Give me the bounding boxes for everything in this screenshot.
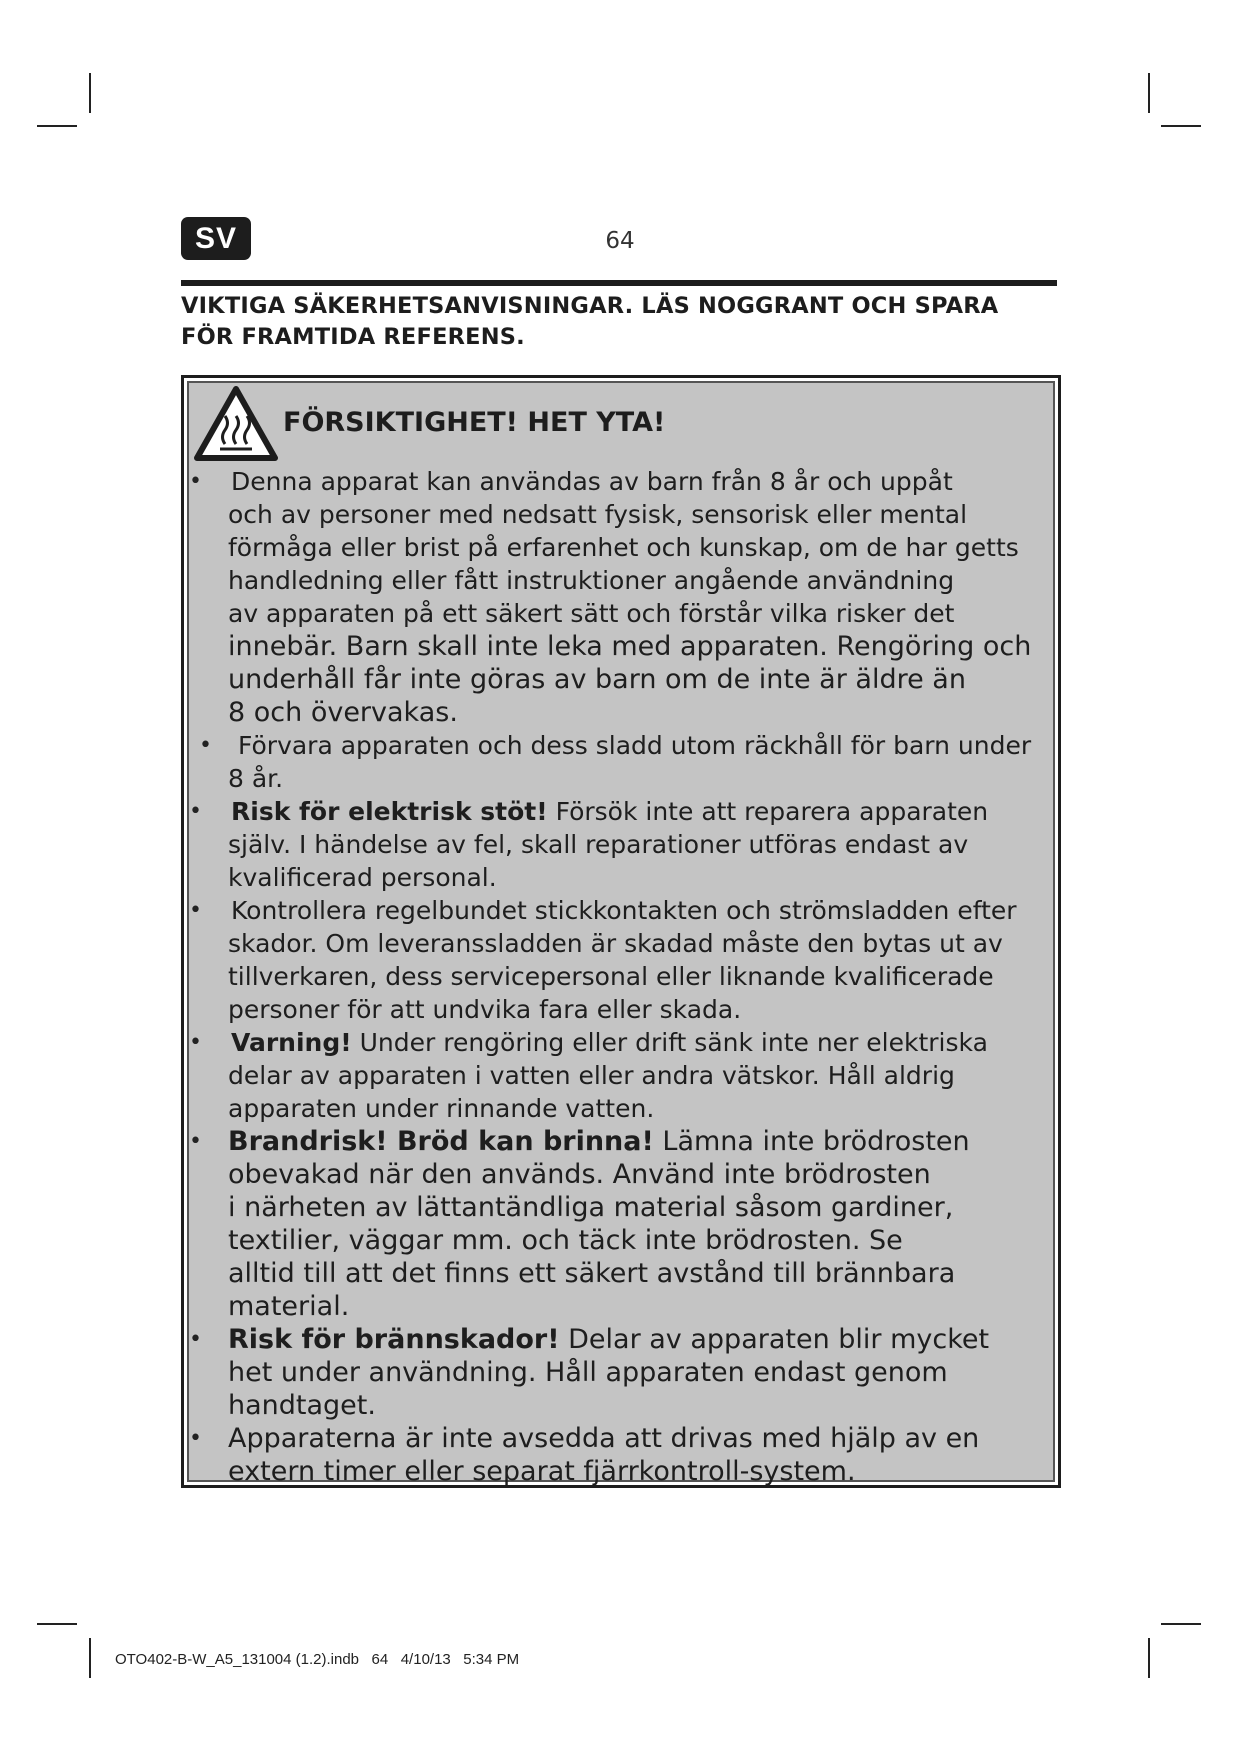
caution-item-text: Denna apparat kan användas av barn från 8 år och uppåt och av personer med nedsatt fysisk, sensorisk eller mental förmåga eller brist på erfarenhet och kunskap, om de har getts handledning eller fått instruktioner angående användning av apparaten på ett säkert sätt och förstår vilka risker det innebär. Barn skall inte leka med apparaten. Rengöring och underhåll får inte göras av barn om de inte är äldre än 8 och övervakas. — [228, 467, 1032, 728]
bullet: • — [189, 898, 202, 923]
caution-box-inner — [187, 381, 1055, 1487]
bullet: • — [189, 799, 202, 824]
hot-surface-warning-icon — [194, 386, 278, 462]
crop-mark-top-left-vertical — [89, 73, 91, 113]
safety-heading-line-1: VIKTIGA SÄKERHETSANVISNINGAR. LÄS NOGGRANT OCH SPARA — [181, 293, 999, 319]
crop-mark-top-left-horizontal — [37, 125, 77, 127]
caution-item-text: Förvara apparaten och dess sladd utom räckhåll för barn under 8 år. — [228, 731, 1032, 793]
caution-item-text: Kontrollera regelbundet stickkontakten och strömsladden efter skador. Om leveranssladden är skadad måste den bytas ut av tillverkaren, dess servicepersonal eller liknande kvalificerade personer för att undvika fara eller skada. — [228, 896, 1017, 1024]
page-number: 64 — [605, 228, 635, 254]
crop-mark-bottom-left-horizontal — [37, 1623, 77, 1625]
header-rule — [181, 280, 1057, 286]
language-badge: SV — [181, 217, 251, 260]
crop-mark-bottom-left-vertical — [89, 1638, 91, 1678]
caution-item-lead: Brandrisk! Bröd kan brinna! — [228, 1126, 654, 1157]
bullet: • — [189, 1129, 202, 1154]
bullet: • — [189, 1030, 202, 1055]
bullet: • — [189, 1327, 202, 1352]
caution-item-text: Risk för elektrisk stöt! Försök inte att reparera apparaten själv. I händelse av fel, skall reparationer utföras endast av kvalificerad personal. — [228, 797, 989, 892]
caution-item-text: Varning! Under rengöring eller drift sänk inte ner elektriska delar av apparaten i vatten eller andra vätskor. Håll aldrig apparaten under rinnande vatten. — [228, 1028, 988, 1123]
safety-heading-line-2: FÖR FRAMTIDA REFERENS. — [181, 324, 525, 350]
caution-box — [181, 375, 1061, 1488]
caution-item-lead: Varning! — [231, 1028, 352, 1057]
crop-mark-bottom-right-horizontal — [1161, 1623, 1201, 1625]
caution-item-lead: Risk för elektrisk stöt! — [231, 797, 548, 826]
crop-mark-top-right-horizontal — [1161, 125, 1201, 127]
crop-mark-top-right-vertical — [1148, 73, 1150, 113]
crop-mark-bottom-right-vertical — [1148, 1638, 1150, 1678]
caution-item-text: Apparaterna är inte avsedda att drivas med hjälp av en extern timer eller separat fjärrkontroll-system. — [228, 1423, 980, 1487]
bullet: • — [189, 469, 202, 494]
safety-heading — [181, 291, 1081, 353]
print-slug: OTO402-B-W_A5_131004 (1.2).indb 64 4/10/13 5:34 PM — [115, 1651, 520, 1668]
caution-item-text: Brandrisk! Bröd kan brinna! Lämna inte brödrosten obevakad när den används. Använd inte brödrosten i närheten av lättantändliga material såsom gardiner, textilier, väggar mm. och täck inte brödrosten. Se alltid till att det finns ett säkert avstånd till brännbara material. — [228, 1126, 970, 1322]
bullet: • — [199, 733, 212, 758]
caution-item-text: Risk för brännskador! Delar av apparaten blir mycket het under användning. Håll apparaten endast genom handtaget. — [228, 1324, 990, 1421]
bullet: • — [189, 1426, 202, 1451]
caution-item-lead: Risk för brännskador! — [228, 1324, 560, 1355]
caution-title: FÖRSIKTIGHET! HET YTA! — [283, 407, 666, 438]
